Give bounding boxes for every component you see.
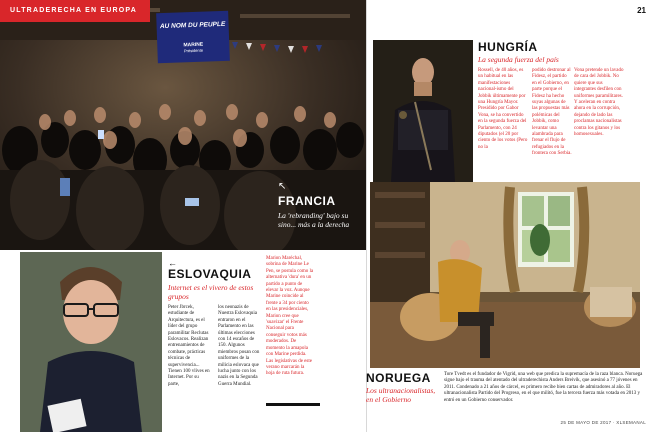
francia-subtitle: La 'rebranding' bajo su sino... más a la derecha bbox=[278, 211, 350, 229]
page-gutter bbox=[366, 0, 367, 432]
eslovaquia-arrow-icon: ← bbox=[168, 258, 177, 268]
banner-slogan: AU NOM DU PEUPLE bbox=[159, 20, 226, 31]
noruega-subtitle: Los ultranacionalistas, en el Gobierno bbox=[366, 386, 436, 404]
noruega-body: Tore Tvedt es el fundador de Vigrid, una web que predica la supremacía de la raza blanca. Noruega sigue bajo el trauma del atentado del ultraderechista Anders Breivik, que asesinó a 77 jóvenes en 2011. Condenado a 21 años de cárcel, es primero recibe bien cartas de admiradores al año. El ultranacionalista Partido del Progreso, en el que militó, fue la tercera fuerza más votada en 2013 y entró en un Gobierno conservador. bbox=[444, 372, 643, 403]
hungria-column-3: Vona pretende un lavado de cara del Jobbik. No quiere que sus integrantes desfilen con uniformes paramilitares. Y aceleran en contra ahora en la corrupción, dejando de lado las proclamas nacionalistas contra los gitanos y los homosexuales. bbox=[574, 68, 624, 138]
francia-column-rule bbox=[266, 403, 320, 406]
eslovaquia-subtitle: Internet es el vivero de estos grupos bbox=[168, 283, 254, 301]
francia-title: FRANCIA bbox=[278, 194, 336, 208]
banner-role: Présidente bbox=[183, 47, 204, 54]
hungria-portrait-photo bbox=[373, 40, 473, 182]
hungria-title: HUNGRÍA bbox=[478, 40, 538, 54]
francia-caption bbox=[278, 182, 360, 229]
noruega-title: NORUEGA bbox=[366, 371, 431, 385]
eslovaquia-column-1: Peter Jbrcek, estudiante de Arquitectura, es el líder del grupo paramilitar Reclutas Eslovacos. Realizan entrenamientos de combate, prácticas técnicas de supervivencia... Tienen 100 vlives en Internet. Por su parte, bbox=[168, 305, 210, 387]
section-tag: ULTRADERECHA EN EUROPA bbox=[0, 0, 150, 22]
eslovaquia-portrait-photo bbox=[20, 252, 162, 432]
eslovaquia-title: ESLOVAQUIA bbox=[168, 267, 252, 281]
eslovaquia-column-2: los neonazis de Nuestra Eslovaquia entraron en el Parlamento en las últimas elecciones con 14 escaños de 150. Algunos miembros posan con uniformes de la milicia eslovaca que lucha junto con los nazis en la Segunda Guerra Mundial. bbox=[218, 305, 260, 387]
francia-arrow-icon: ↖ bbox=[278, 181, 287, 192]
hungria-subtitle: La segunda fuerza del país bbox=[478, 55, 559, 64]
page-footer: 25 DE MAYO DE 2017 · XLSEMANAL bbox=[560, 420, 646, 425]
noruega-interior-photo bbox=[370, 182, 640, 368]
page-number: 21 bbox=[637, 6, 646, 15]
francia-column: Marion Maréchal, sobrina de Marine Le Pen, se postula como la alternativa 'dura' en un partido a punto de elevar la voz. Aunque Marine coincide al frente a 34 por ciento en las presidenciales, Marion cree que 'suavizar' el Frente Nacional para conseguir votos más moderados. De momento la amapola con Marine perdida. Las legislativas de este verano marcarán la hoja de ruta futura. bbox=[266, 256, 314, 377]
rally-banner bbox=[156, 11, 230, 63]
hungria-column-1: Rossell, de 40 años, es un habitual en las manifestaciones nacional-ismo del Jobbik últimamente por una Hungría Mayor. Presidido por Gabor Vona, se ha convertido en la segunda fuerza del Parlamento, con 24 diputados (el 20 por ciento de los votos (Pero no la bbox=[478, 68, 528, 150]
hungria-column-2: podido destronar al Fidesz, el partido en el Gobierno, en parte porque el Fidesz ha hecho suyas algunas de las propuestas más polémicas del Jobbik, como levantar una alambrada para frenar el flujo de refugiados en la frontera con Serbia. bbox=[532, 68, 572, 157]
banner-name: MARINE bbox=[183, 41, 204, 49]
